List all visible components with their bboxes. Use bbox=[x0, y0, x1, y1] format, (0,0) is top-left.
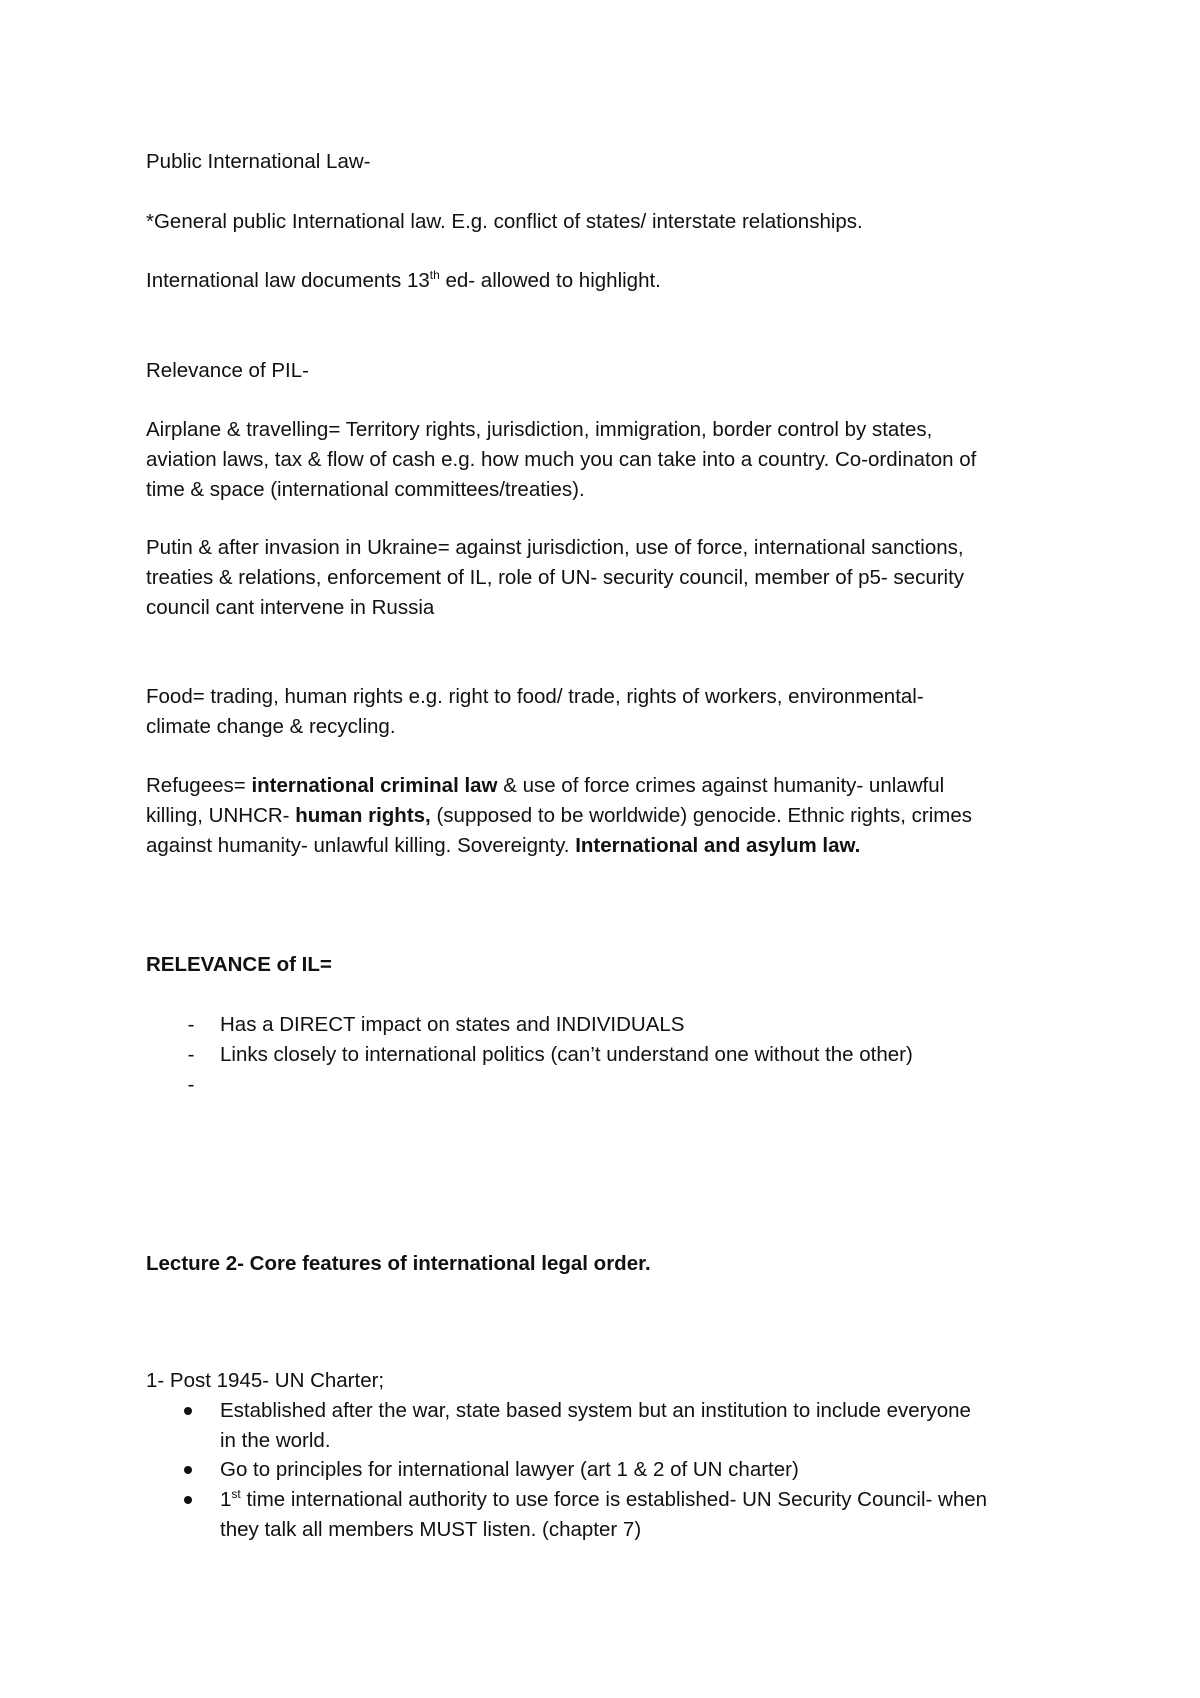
bullet-dot bbox=[184, 1466, 192, 1474]
post1945-heading: 1- Post 1945- UN Charter; bbox=[146, 1369, 385, 1392]
bullet-dot bbox=[184, 1407, 192, 1415]
putin-paragraph: Putin & after invasion in Ukraine= against jurisdiction, use of force, international sanctions, treaties & relations, enforcement of IL, role of UN- security council, member of p5- security council cant intervene in Russia bbox=[146, 536, 965, 619]
lecture2-heading: Lecture 2- Core features of international legal order. bbox=[146, 1252, 651, 1275]
superscript-st: st bbox=[231, 1487, 241, 1502]
general-note: *General public International law. E.g. conflict of states/ interstate relationships. bbox=[146, 210, 863, 233]
bullet-dot bbox=[184, 1496, 192, 1504]
document-page: Public International Law- *General public International law. E.g. conflict of states/ interstate relationships. International law documents 13th ed- allowed to highlight. Relevance of PIL- Airplane & travelling= Territory rights, jurisdiction, immigration, border control by states, aviation laws, tax & flow of cash e.g. how much you can take into a country. Co-ordinaton of time & space (international committees/treaties). Putin & after invasion in Ukraine= against jurisdiction, use of force, international sanctions, treaties & relations, enforcement of IL, role of UN- security council, member of p5- security council cant intervene in Russia Food= trading, human rights e.g. right to food/ trade, rights of workers, environmental- climate change & recycling. Refugees= international criminal law & use of force crimes against humanity- unlawful killing, UNHCR- human rights, (supposed to be worldwide) genocide. Ethnic rights, crimes against humanity- unlawful killing. Sovereignty. International and asylum law. RELEVANCE of IL= - Has a DIRECT impact on states and INDIVIDUALS - Links closely to international politics (can’t understand one without the other) - Lecture 2- Core features of international legal order. 1- Post 1945- UN Charter; Established after the war, state based system but an institution to include everyone in the world. Go to principles for international lawyer (art 1 & 2 of UN charter) 1st time international authority to use force is established- UN Security Council- when they talk all members MUST listen. (chapter 7) bbox=[0, 0, 1200, 1698]
dash-marker: - bbox=[187, 1073, 195, 1096]
relevance-pil-heading: Relevance of PIL- bbox=[146, 359, 309, 382]
refugees-paragraph: Refugees= international criminal law & use of force crimes against humanity- unlawful killing, UNHCR- human rights, (supposed to be worldwide) genocide. Ethnic rights, crimes against humanity- unlawful killing. Sovereignty. International and asylum law. bbox=[146, 774, 973, 857]
food-paragraph: Food= trading, human rights e.g. right to food/ trade, rights of workers, environmental- climate change & recycling. bbox=[146, 685, 924, 738]
relevance-il-heading: RELEVANCE of IL= bbox=[146, 953, 332, 976]
dash-marker: - bbox=[187, 1013, 195, 1036]
documents-note: International law documents 13th ed- allowed to highlight. bbox=[146, 268, 661, 292]
page-heading: Public International Law- bbox=[146, 150, 371, 173]
dash-marker: - bbox=[187, 1043, 195, 1066]
airplane-paragraph: Airplane & travelling= Territory rights, jurisdiction, immigration, border control by states, aviation laws, tax & flow of cash e.g. how much you can take into a country. Co-ordinaton of time & space (international committees/treaties). bbox=[146, 418, 977, 501]
superscript-th: th bbox=[429, 268, 440, 283]
